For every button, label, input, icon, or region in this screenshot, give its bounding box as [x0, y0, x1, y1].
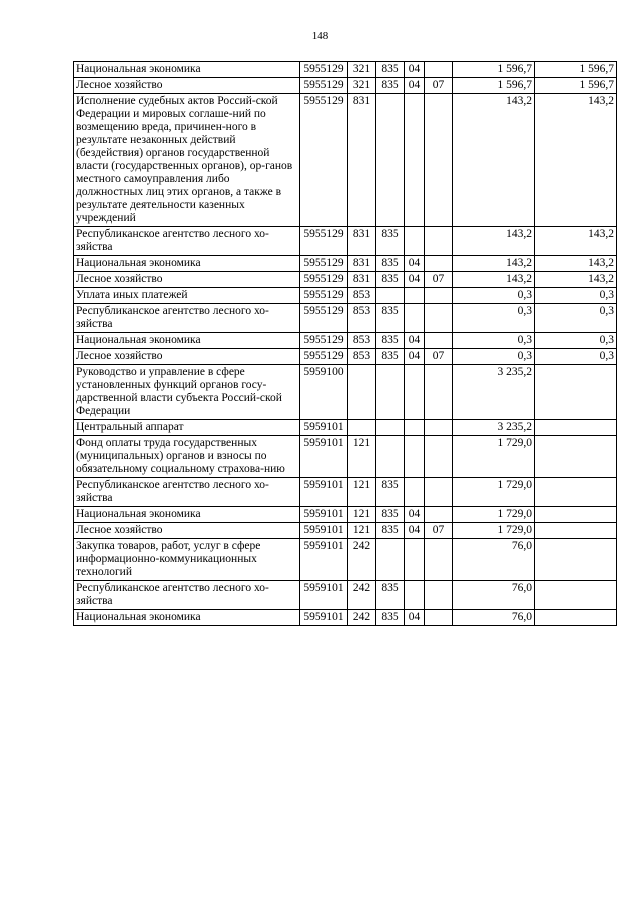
expense-type-code: 242 [348, 610, 376, 626]
subsection-code [425, 420, 453, 436]
target-article-code: 5955129 [300, 304, 348, 333]
subsection-code [425, 539, 453, 581]
expense-type-code: 121 [348, 507, 376, 523]
expense-type-code: 831 [348, 94, 376, 227]
subsection-code: 07 [425, 523, 453, 539]
budget-manager-code [376, 436, 405, 478]
table-row [74, 288, 617, 304]
subsection-code [425, 436, 453, 478]
section-code [405, 365, 425, 420]
budget-manager-code [376, 365, 405, 420]
amount-year-1: 1 596,7 [453, 62, 535, 78]
budget-manager-code: 835 [376, 581, 405, 610]
table-row [74, 227, 617, 256]
amount-year-2: 0,3 [535, 333, 617, 349]
row-name: Руководство и управление в сфере установленных функций органов госу-дарственной власти субъекта Россий-ской Федерации [74, 365, 300, 420]
subsection-code [425, 304, 453, 333]
budget-manager-code [376, 288, 405, 304]
table-row [74, 478, 617, 507]
amount-year-2: 1 596,7 [535, 62, 617, 78]
target-article-code: 5959101 [300, 420, 348, 436]
amount-year-1: 1 729,0 [453, 436, 535, 478]
table-row [74, 365, 617, 420]
row-name: Исполнение судебных актов Россий-ской Федерации и мировых соглаше-ний по возмещению вреда, причинен-ного в результате незаконных действий (бездействия) органов государственной власти (государственных органов), ор-ганов местного самоуправления либо должностных лиц этих органов, а также в результате деятельности казенных учреждений [74, 94, 300, 227]
budget-manager-code: 835 [376, 62, 405, 78]
budget-manager-code: 835 [376, 610, 405, 626]
amount-year-1: 143,2 [453, 227, 535, 256]
expense-type-code: 853 [348, 304, 376, 333]
expense-type-code: 242 [348, 539, 376, 581]
amount-year-2: 0,3 [535, 288, 617, 304]
row-name: Национальная экономика [74, 256, 300, 272]
amount-year-1: 0,3 [453, 288, 535, 304]
amount-year-1: 1 729,0 [453, 523, 535, 539]
expense-type-code [348, 420, 376, 436]
target-article-code: 5959101 [300, 478, 348, 507]
amount-year-2 [535, 539, 617, 581]
subsection-code [425, 507, 453, 523]
amount-year-1: 3 235,2 [453, 420, 535, 436]
row-name: Уплата иных платежей [74, 288, 300, 304]
table-row [74, 94, 617, 227]
row-name: Республиканское агентство лесного хо-зяйства [74, 227, 300, 256]
target-article-code: 5955129 [300, 62, 348, 78]
amount-year-2 [535, 365, 617, 420]
amount-year-1: 76,0 [453, 610, 535, 626]
section-code: 04 [405, 62, 425, 78]
subsection-code: 07 [425, 349, 453, 365]
row-name: Фонд оплаты труда государственных (муниципальных) органов и взносы по обязательному социальному страхова-нию [74, 436, 300, 478]
section-code [405, 539, 425, 581]
target-article-code: 5959101 [300, 523, 348, 539]
amount-year-2: 143,2 [535, 272, 617, 288]
expense-type-code: 831 [348, 227, 376, 256]
section-code [405, 478, 425, 507]
target-article-code: 5955129 [300, 94, 348, 227]
section-code [405, 420, 425, 436]
budget-manager-code [376, 420, 405, 436]
expense-type-code: 121 [348, 436, 376, 478]
subsection-code [425, 610, 453, 626]
table-row [74, 256, 617, 272]
amount-year-2: 0,3 [535, 349, 617, 365]
table-row [74, 272, 617, 288]
subsection-code [425, 365, 453, 420]
amount-year-1: 143,2 [453, 272, 535, 288]
amount-year-1: 143,2 [453, 256, 535, 272]
row-name: Лесное хозяйство [74, 523, 300, 539]
budget-manager-code: 835 [376, 507, 405, 523]
amount-year-1: 0,3 [453, 333, 535, 349]
row-name: Республиканское агентство лесного хо-зяйства [74, 478, 300, 507]
expense-type-code: 121 [348, 478, 376, 507]
target-article-code: 5955129 [300, 349, 348, 365]
subsection-code [425, 256, 453, 272]
section-code [405, 436, 425, 478]
amount-year-1: 1 729,0 [453, 507, 535, 523]
subsection-code [425, 478, 453, 507]
row-name: Национальная экономика [74, 333, 300, 349]
amount-year-2: 143,2 [535, 256, 617, 272]
table-row [74, 610, 617, 626]
amount-year-2: 0,3 [535, 304, 617, 333]
target-article-code: 5959101 [300, 581, 348, 610]
section-code [405, 581, 425, 610]
subsection-code [425, 94, 453, 227]
amount-year-1: 0,3 [453, 304, 535, 333]
page-number: 148 [311, 30, 329, 42]
section-code [405, 304, 425, 333]
budget-manager-code: 835 [376, 304, 405, 333]
table-body [74, 62, 617, 626]
subsection-code [425, 62, 453, 78]
amount-year-1: 76,0 [453, 539, 535, 581]
subsection-code [425, 288, 453, 304]
budget-manager-code: 835 [376, 478, 405, 507]
amount-year-2 [535, 507, 617, 523]
row-name: Лесное хозяйство [74, 78, 300, 94]
amount-year-2: 143,2 [535, 94, 617, 227]
section-code [405, 94, 425, 227]
section-code: 04 [405, 349, 425, 365]
expense-type-code: 321 [348, 78, 376, 94]
table-row [74, 539, 617, 581]
expense-type-code: 831 [348, 272, 376, 288]
budget-manager-code: 835 [376, 333, 405, 349]
expense-type-code [348, 365, 376, 420]
row-name: Центральный аппарат [74, 420, 300, 436]
table-row [74, 78, 617, 94]
budget-manager-code: 835 [376, 227, 405, 256]
budget-manager-code [376, 539, 405, 581]
amount-year-1: 1 729,0 [453, 478, 535, 507]
table-row [74, 333, 617, 349]
target-article-code: 5959101 [300, 436, 348, 478]
row-name: Национальная экономика [74, 507, 300, 523]
row-name: Национальная экономика [74, 62, 300, 78]
row-name: Национальная экономика [74, 610, 300, 626]
table-row [74, 436, 617, 478]
section-code [405, 288, 425, 304]
target-article-code: 5955129 [300, 333, 348, 349]
expense-type-code: 121 [348, 523, 376, 539]
target-article-code: 5955129 [300, 78, 348, 94]
subsection-code: 07 [425, 78, 453, 94]
table-row [74, 304, 617, 333]
section-code [405, 227, 425, 256]
subsection-code [425, 581, 453, 610]
budget-manager-code: 835 [376, 78, 405, 94]
row-name: Закупка товаров, работ, услуг в сфере информационно-коммуникационных технологий [74, 539, 300, 581]
amount-year-2: 143,2 [535, 227, 617, 256]
subsection-code: 07 [425, 272, 453, 288]
table-row [74, 62, 617, 78]
amount-year-1: 3 235,2 [453, 365, 535, 420]
target-article-code: 5959101 [300, 539, 348, 581]
expense-type-code: 853 [348, 349, 376, 365]
table-row [74, 349, 617, 365]
budget-table [73, 61, 617, 626]
section-code: 04 [405, 610, 425, 626]
budget-manager-code: 835 [376, 256, 405, 272]
target-article-code: 5955129 [300, 272, 348, 288]
target-article-code: 5959100 [300, 365, 348, 420]
target-article-code: 5955129 [300, 288, 348, 304]
row-name: Республиканское агентство лесного хо-зяйства [74, 304, 300, 333]
budget-manager-code: 835 [376, 349, 405, 365]
section-code: 04 [405, 272, 425, 288]
target-article-code: 5959101 [300, 507, 348, 523]
subsection-code [425, 227, 453, 256]
target-article-code: 5959101 [300, 610, 348, 626]
section-code: 04 [405, 523, 425, 539]
table-row [74, 523, 617, 539]
budget-manager-code: 835 [376, 523, 405, 539]
table-row [74, 420, 617, 436]
expense-type-code: 853 [348, 333, 376, 349]
table-row [74, 507, 617, 523]
row-name: Лесное хозяйство [74, 272, 300, 288]
target-article-code: 5955129 [300, 227, 348, 256]
amount-year-2 [535, 478, 617, 507]
expense-type-code: 853 [348, 288, 376, 304]
amount-year-1: 143,2 [453, 94, 535, 227]
amount-year-1: 0,3 [453, 349, 535, 365]
expense-type-code: 242 [348, 581, 376, 610]
table-row [74, 581, 617, 610]
section-code: 04 [405, 78, 425, 94]
subsection-code [425, 333, 453, 349]
budget-manager-code: 835 [376, 272, 405, 288]
section-code: 04 [405, 333, 425, 349]
expense-type-code: 831 [348, 256, 376, 272]
amount-year-2 [535, 581, 617, 610]
expense-type-code: 321 [348, 62, 376, 78]
section-code: 04 [405, 507, 425, 523]
budget-manager-code [376, 94, 405, 227]
target-article-code: 5955129 [300, 256, 348, 272]
amount-year-2 [535, 610, 617, 626]
amount-year-1: 1 596,7 [453, 78, 535, 94]
amount-year-2: 1 596,7 [535, 78, 617, 94]
row-name: Республиканское агентство лесного хо-зяйства [74, 581, 300, 610]
section-code: 04 [405, 256, 425, 272]
amount-year-2 [535, 420, 617, 436]
amount-year-1: 76,0 [453, 581, 535, 610]
amount-year-2 [535, 523, 617, 539]
amount-year-2 [535, 436, 617, 478]
row-name: Лесное хозяйство [74, 349, 300, 365]
